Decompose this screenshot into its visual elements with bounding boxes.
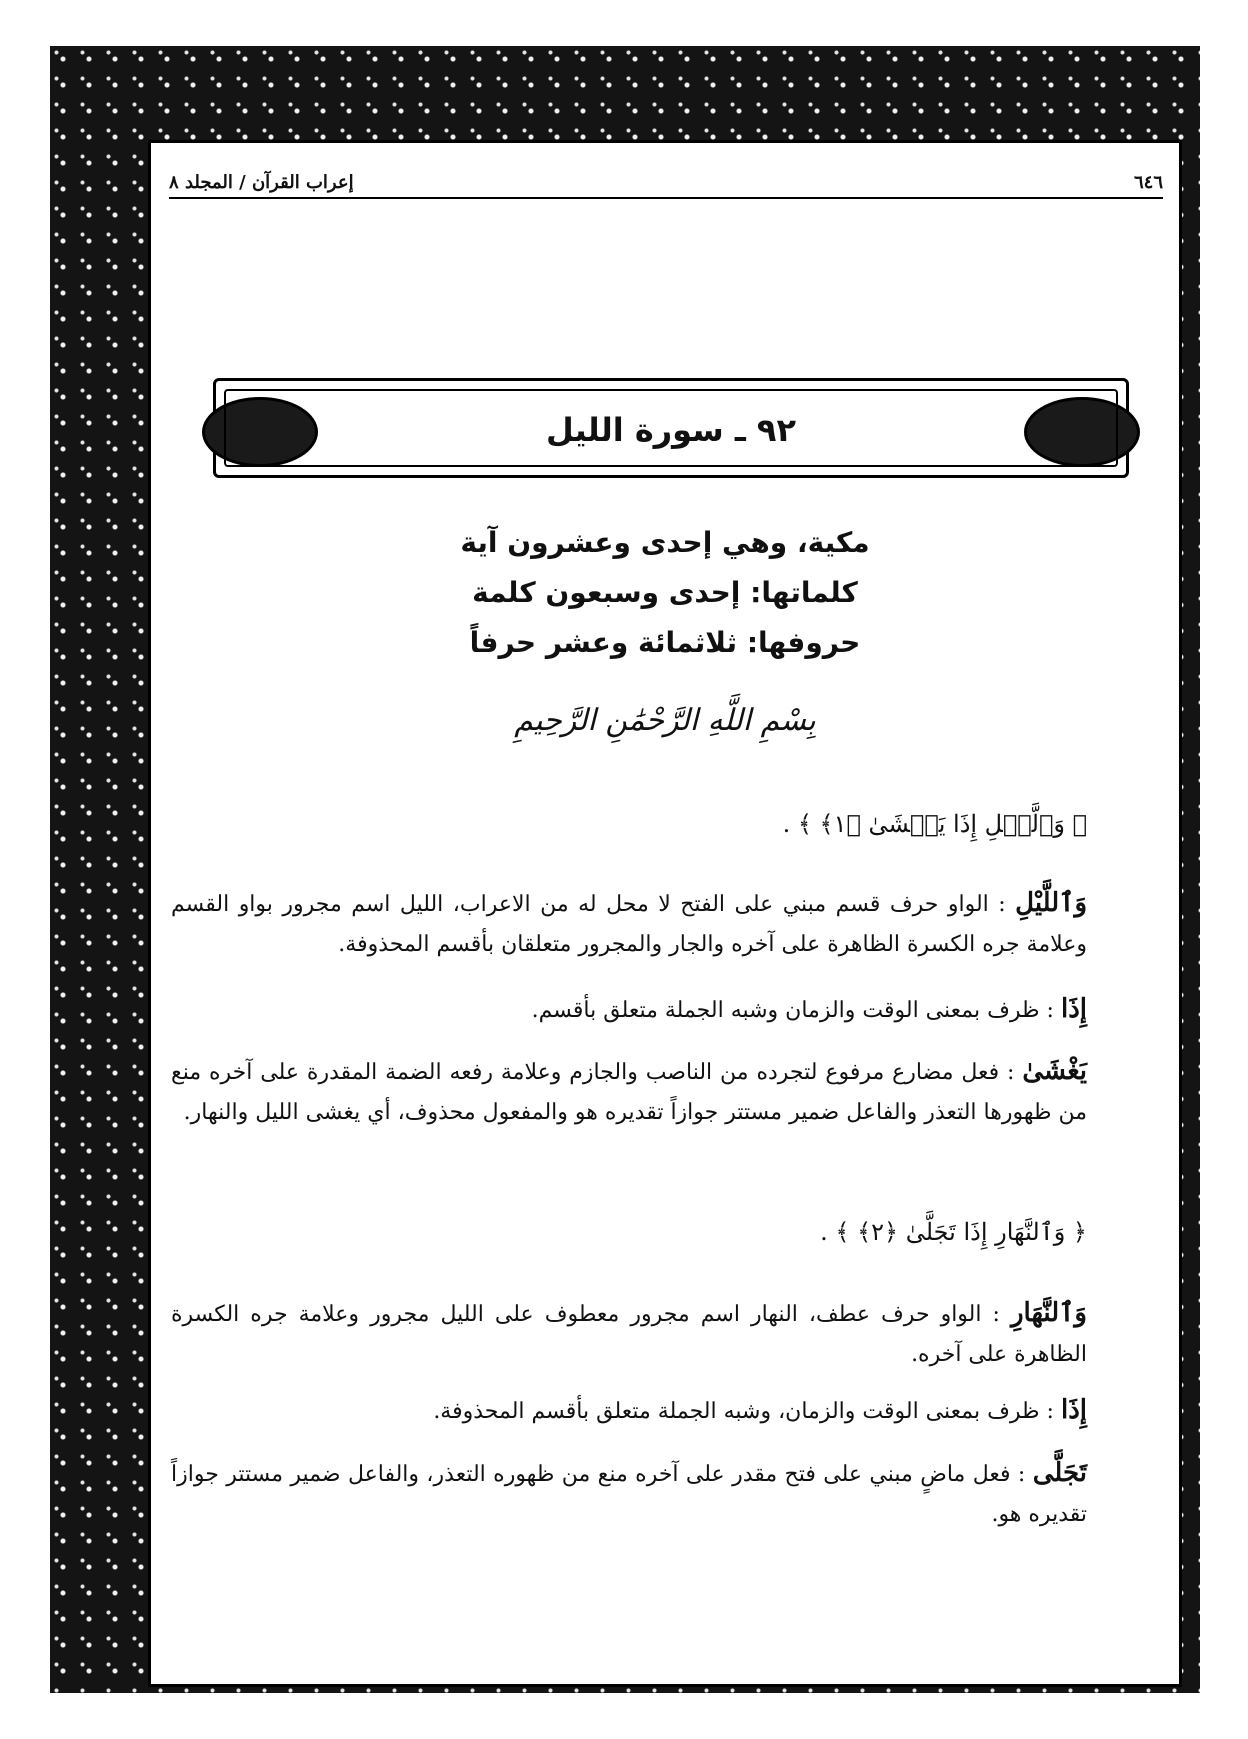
basmala: بِسْمِ اللَّهِ الرَّحْمَٰنِ الرَّحِيمِ — [514, 703, 816, 738]
analysis-text: : ظرف بمعنى الوقت والزمان وشبه الجملة متعلق بأقسم. — [531, 998, 1061, 1023]
analysis-text: : ظرف بمعنى الوقت والزمان، وشبه الجملة متعلق بأقسم المحذوفة. — [433, 1399, 1061, 1424]
surah-banner — [213, 378, 1129, 478]
analysis-entry — [171, 1453, 1159, 1535]
analysis-text: : الواو حرف قسم مبني على الفتح لا محل له من الاعراب، الليل اسم مجرور بواو القسم وعلامة جره الكسرة الظاهرة على آخره والجار والمجرور متعلقان بأقسم المحذوفة. — [171, 892, 1087, 957]
info-line: كلماتها: إحدى وسبعون كلمة — [472, 576, 858, 609]
analysis-text: : فعل مضارع مرفوع لتجرده من الناصب والجازم وعلامة رفعه الضمة المقدرة على آخره منع من ظهورها التعذر والفاعل ضمير مستتر جوازاً تقديره هو والمفعول محذوف، أي يغشى الليل والنهار. — [171, 1060, 1087, 1125]
analysis-text: : فعل ماضٍ مبني على فتح مقدر على آخره منع من ظهوره التعذر، والفاعل ضمير مستتر جوازاً تقديره هو. — [171, 1462, 1087, 1527]
analysis-entry — [171, 1390, 1159, 1432]
analysis-term: إِذَا — [1060, 994, 1087, 1024]
analysis-term: إِذَا — [1060, 1395, 1087, 1425]
info-line: مكية، وهي إحدى وعشرون آية — [460, 526, 870, 559]
analysis-term: وَٱللَّيْلِ — [1015, 888, 1087, 918]
analysis-entry — [171, 1293, 1159, 1375]
analysis-entry — [171, 1051, 1159, 1133]
verse-1: ﴿ وَٱلَّيۡلِ إِذَا يَغۡشَىٰ ﴿١﴾ ﴾ . — [782, 810, 1087, 838]
book-title: إعراب القرآن / المجلد ٨ — [169, 172, 354, 193]
analysis-text: : الواو حرف عطف، النهار اسم مجرور معطوف على الليل مجرور وعلامة جره الكسرة الظاهرة على آخره. — [171, 1302, 1087, 1367]
analysis-term: تَجَلَّى — [1032, 1458, 1087, 1488]
page-body — [148, 140, 1182, 1687]
ornamental-border — [50, 46, 1200, 1693]
analysis-entry — [171, 989, 1159, 1031]
analysis-entry — [171, 883, 1159, 965]
analysis-term: يَغْشَىٰ — [1022, 1056, 1087, 1086]
surah-title: ٩٢ ـ سورة الليل — [546, 411, 796, 449]
analysis-term: وَٱلنَّهَارِ — [1010, 1298, 1087, 1328]
info-line: حروفها: ثلاثمائة وعشر حرفاً — [469, 626, 861, 659]
page-number: ٦٤٦ — [1133, 172, 1163, 193]
verse-2: ﴿ وَٱلنَّهَارِ إِذَا تَجَلَّىٰ ﴿٢﴾ ﴾ . — [820, 1218, 1087, 1246]
surah-info — [151, 518, 1179, 668]
running-header — [169, 159, 1163, 199]
